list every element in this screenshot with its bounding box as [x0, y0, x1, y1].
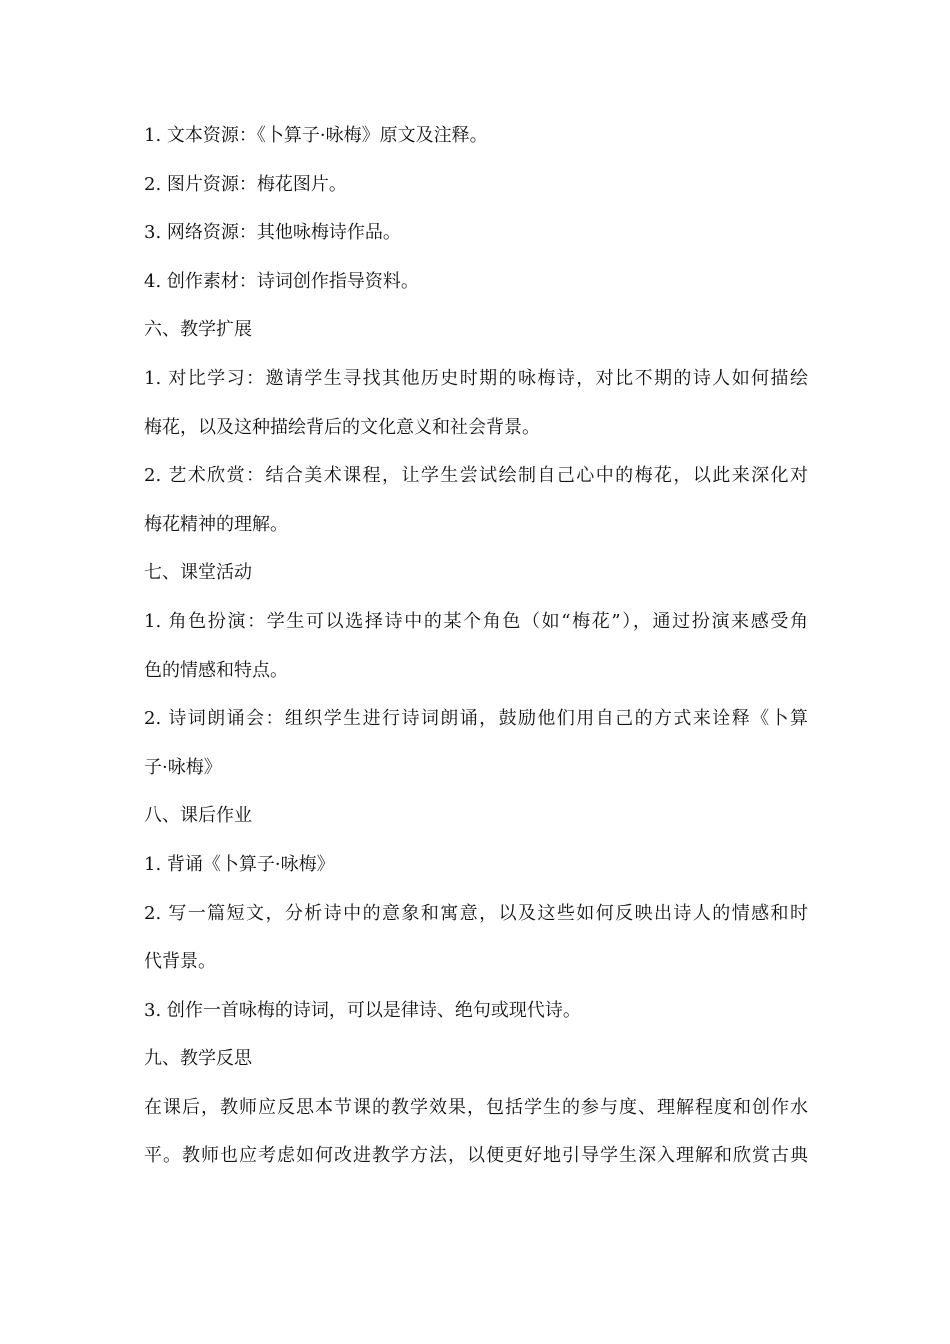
resource-item-images: 2. 图片资源：梅花图片。	[144, 173, 347, 195]
extension-item-1-line-2: 梅花，以及这种描绘背后的文化意义和社会背景。	[144, 416, 540, 438]
section-heading-extension: 六、教学扩展	[144, 319, 252, 341]
homework-item-1: 1. 背诵《卜算子·咏梅》	[144, 853, 335, 875]
resource-item-web: 3. 网络资源：其他咏梅诗作品。	[144, 222, 401, 244]
document-page	[144, 112, 808, 1181]
activity-item-1-line-2: 色的情感和特点。	[144, 659, 288, 681]
extension-item-2-line-1: 2. 艺术欣赏：结合美术课程，让学生尝试绘制自己心中的梅花，以此来深化对	[144, 465, 808, 487]
section-heading-reflection: 九、教学反思	[144, 1048, 252, 1070]
section-heading-activities: 七、课堂活动	[144, 562, 252, 584]
activity-item-1-line-1: 1. 角色扮演：学生可以选择诗中的某个角色（如“梅花”），通过扮演来感受角	[144, 610, 808, 632]
activity-item-2-line-1: 2. 诗词朗诵会：组织学生进行诗词朗诵，鼓励他们用自己的方式来诠释《卜算	[144, 708, 808, 730]
section-heading-homework: 八、课后作业	[144, 805, 252, 827]
homework-item-2-line-2: 代背景。	[144, 951, 216, 973]
homework-item-3: 3. 创作一首咏梅的诗词，可以是律诗、绝句或现代诗。	[144, 999, 581, 1021]
resource-item-text: 1. 文本资源：《卜算子·咏梅》原文及注释。	[144, 125, 488, 146]
reflection-paragraph-line-1: 在课后，教师应反思本节课的教学效果，包括学生的参与度、理解程度和创作水	[144, 1096, 808, 1118]
extension-item-1-line-1: 1. 对比学习：邀请学生寻找其他历史时期的咏梅诗，对比不期的诗人如何描绘	[144, 367, 808, 389]
homework-item-2-line-1: 2. 写一篇短文，分析诗中的意象和寓意，以及这些如何反映出诗人的情感和时	[144, 902, 808, 924]
reflection-paragraph-line-2: 平。教师也应考虑如何改进教学方法，以便更好地引导学生深入理解和欣赏古典	[144, 1145, 808, 1167]
resource-item-materials: 4. 创作素材：诗词创作指导资料。	[144, 270, 419, 292]
activity-item-2-line-2: 子·咏梅》	[144, 756, 222, 778]
extension-item-2-line-2: 梅花精神的理解。	[144, 513, 288, 535]
